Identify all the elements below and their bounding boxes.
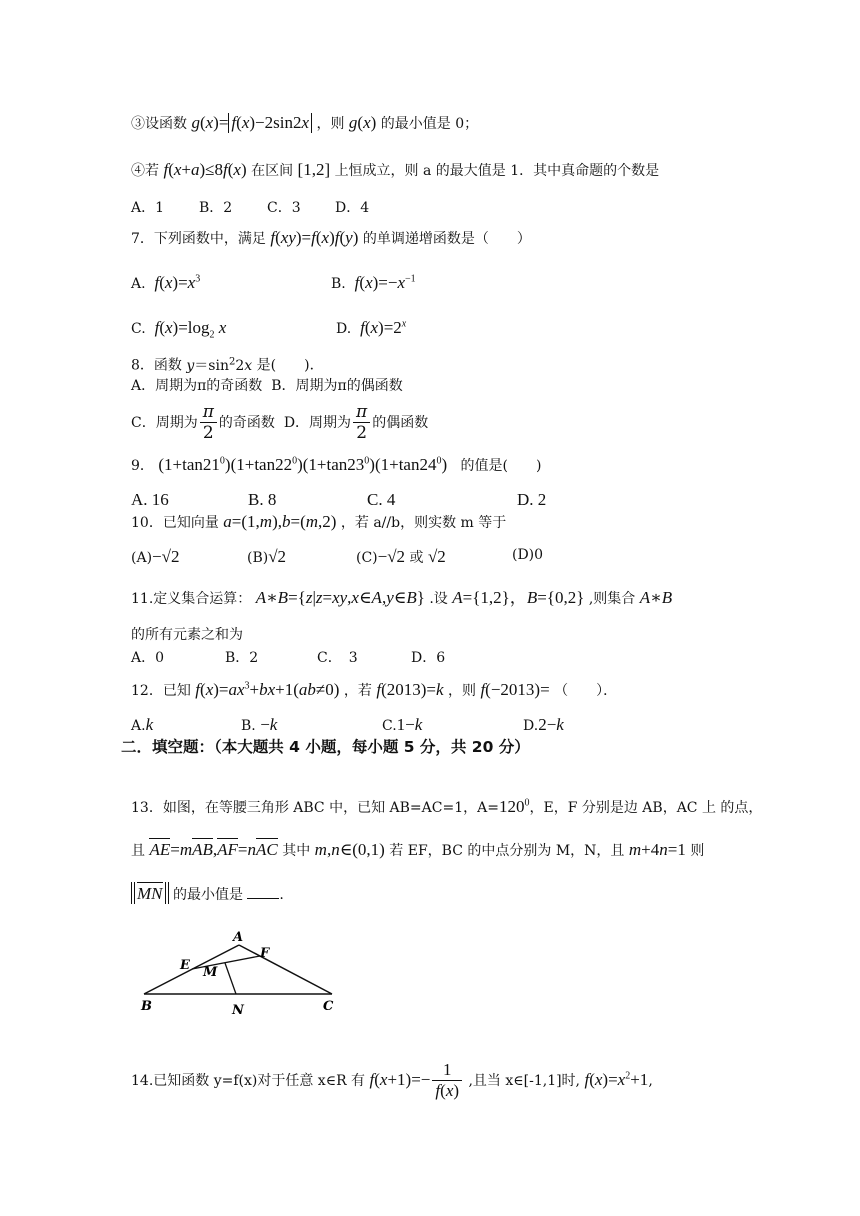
q14-stem-mid: ,且当 x∈[-1,1]时, — [468, 1072, 581, 1089]
q13-line3-end: 的最小值是 — [172, 887, 243, 903]
q12-option-a: A.k — [131, 715, 154, 734]
q8-options-cd — [131, 402, 428, 444]
q13-triangle-figure — [132, 922, 347, 1022]
q7-stem-suffix: 的单调递增函数是（ ） — [362, 231, 531, 247]
q8-option-d: D．周期为 $\frac{\pi}{2}$ 的偶函数 — [283, 402, 429, 444]
q12-stem-prefix: 12．已知 — [131, 683, 191, 699]
q14-recurrence: f(x+1)=− $\frac{1}{f(x)}$ — [370, 1070, 465, 1089]
q13-line1 — [131, 797, 762, 817]
q14-stem-prefix: 14.已知函数 y=f(x)对于任意 x∈R 有 — [131, 1072, 366, 1089]
q8-stem — [131, 356, 324, 374]
q9-option-a: A. 16 — [131, 490, 169, 509]
q12-ask: f(−2013)= — [480, 680, 550, 699]
q12-stem-mid: ，若 — [343, 683, 372, 699]
q11-sets: A={1,2}，B={0,2} — [452, 588, 585, 607]
q8-stem-suffix: 是( )． — [256, 357, 324, 374]
q11-stem-mid: .设 — [429, 591, 448, 607]
q10-stem-suffix: ，若 a//b，则实数 m 等于 — [340, 515, 507, 531]
q11-ab: A∗B — [639, 588, 673, 607]
q9-stem-prefix: 9． — [131, 458, 154, 474]
q7-option-d: D. $f(x)=2^x$ — [336, 318, 407, 337]
q10-vectors: a=(1,m),b=(m,2) — [223, 512, 337, 531]
q13-label-a: A — [233, 930, 244, 945]
q10-option-d: (D)0 — [512, 547, 544, 563]
q14-base-case: $f(x)=x^2+1$ — [584, 1069, 649, 1089]
q13-label-n: N — [232, 1003, 244, 1018]
q6-s3-end: 的最小值是 0； — [380, 116, 479, 132]
q8-option-c: C．周期为 $\frac{\pi}{2}$ 的奇函数 — [131, 402, 275, 444]
q9-stem-suffix: 的值是( ) — [460, 458, 542, 474]
q6-s4-formula: f(x+a)≤8f(x) — [163, 160, 247, 179]
q8-function: $y=\sin^22x$ — [186, 356, 253, 374]
q13-segment-mn — [225, 963, 236, 994]
section-2-title: 二．填空题：（本大题共 4 小题，每小题 5 分，共 20 分） — [121, 738, 530, 756]
q6-option-b: B．2 — [199, 200, 233, 216]
q7-stem — [131, 228, 531, 248]
q11-option-d: D．6 — [411, 650, 446, 666]
q12-option-b: B. −k — [241, 715, 278, 734]
q13-answer-blank[interactable] — [247, 898, 279, 899]
q13-line3: MN 的最小值是 . — [131, 882, 284, 904]
q10-option-c: (C)−√2 或 √2 — [356, 547, 446, 566]
q12-option-c: C.1−k — [382, 715, 423, 734]
q13-label-f: F — [260, 946, 270, 961]
q6-s4-mid: 在区间 — [251, 163, 294, 179]
q12-option-d: D.2−k — [523, 715, 564, 734]
q7-option-b: B. $f(x)=-x^{-1}$ — [331, 273, 416, 292]
q13-line1-text: 13．如图，在等腰三角形 ABC 中，已知 AB=AC=1，A= — [131, 800, 499, 816]
q9-stem — [131, 455, 541, 475]
q7-stem-prefix: 7．下列函数中，满足 — [131, 231, 266, 247]
q8-option-b: B．周期为π的偶函数 — [271, 378, 403, 394]
q6-s4-interval: [1,2] — [297, 160, 331, 179]
q6-s3-suffix: ，则 — [316, 116, 345, 132]
q11-definition: A∗B={z|z=xy,x∈A,y∈B} — [255, 588, 425, 607]
q13-vectors: AE=mAB,AF=nAC — [149, 840, 278, 859]
q13-label-b: B — [141, 999, 152, 1014]
q6-option-c: C．3 — [267, 200, 301, 216]
q13-line2-mid2: 若 EF，BC 的中点分别为 M，N，且 — [389, 843, 625, 859]
q13-constraint: m+4n=1 — [628, 840, 686, 859]
q12-given: f(2013)=k — [376, 680, 444, 699]
q13-line2-mid: 其中 — [282, 843, 311, 859]
q14-stem: 14.已知函数 y=f(x)对于任意 x∈R 有 f(x+1)=− $\frac{1}{f(x)}$ ,且当 x∈[-1,1]时, $f(x)=x^2+1$, — [131, 1060, 653, 1101]
q13-line2-pre: 且 — [131, 843, 145, 859]
q7-option-c: C. $f(x)=\log_2$ x — [131, 318, 227, 341]
q9-option-d: D. 2 — [517, 490, 547, 509]
q13-range: m,n∈(0,1) — [314, 840, 385, 859]
q7-condition: f(xy)=f(x)f(y) — [270, 228, 359, 247]
q10-stem-prefix: 10．已知向量 — [131, 515, 219, 531]
q6-s3-g: g(x) — [348, 113, 377, 132]
q11-option-b: B．2 — [225, 650, 259, 666]
q12-function: $f(x)=ax^3+bx+1(ab\ne 0)$ — [195, 680, 340, 699]
q13-angle: $120^0$ — [498, 797, 530, 816]
q9-option-b: B. 8 — [248, 490, 277, 509]
q11-option-c: C． 3 — [317, 650, 358, 666]
q13-label-m: M — [203, 965, 218, 980]
q11-stem-prefix: 11.定义集合运算： — [131, 591, 252, 607]
q6-option-d: D．4 — [335, 200, 370, 216]
q7-option-a: A. $f(x)=x^3$ — [131, 273, 201, 292]
q8-stem-prefix: 8．函数 — [131, 357, 182, 374]
q9-option-c: C. 4 — [367, 490, 396, 509]
q6-statement-3 — [131, 113, 478, 133]
q13-side-ab — [144, 945, 239, 994]
q13-side-ac — [239, 945, 332, 994]
q13-line2 — [131, 838, 704, 860]
q13-label-e: E — [180, 958, 190, 973]
q11-stem-line2: 的所有元素之和为 — [131, 627, 243, 643]
q13-line1-end: ，E，F 分别是边 AB，AC 上 的点， — [529, 800, 763, 816]
q11-option-a: A．0 — [131, 650, 165, 666]
q11-stem — [131, 588, 672, 608]
q10-stem — [131, 512, 506, 532]
q13-line2-end: 则 — [690, 843, 705, 859]
q6-option-a: A．1 — [131, 200, 165, 216]
q10-option-b: (B)√2 — [247, 547, 287, 566]
q11-stem-end: ,则集合 — [588, 591, 636, 607]
q6-s4-prefix: ④若 — [131, 163, 159, 179]
q10-option-a: (A)−√2 — [131, 547, 180, 566]
q6-s4-suffix: 上恒成立，则 a 的最大值是 1．其中真命题的个数是 — [334, 163, 660, 179]
q6-statement-4 — [131, 160, 659, 180]
q12-stem-end: （ ）． — [554, 683, 618, 699]
q12-stem-mid2: ，则 — [447, 683, 476, 699]
q13-mn-norm: MN — [131, 884, 169, 903]
q6-s3-prefix: ③设函数 — [131, 116, 187, 132]
q13-label-c: C — [323, 999, 334, 1014]
q6-s3-formula: g(x)= f(x)−2sin2x — [191, 113, 312, 132]
q12-stem — [131, 680, 617, 700]
q8-option-a: A．周期为π的奇函数 — [131, 378, 263, 394]
q9-expression: $(1+\tan 21^0)(1+\tan 22^0)(1+\tan 23^0)(1+\tan 24^0)$ — [158, 455, 448, 474]
q8-options-ab — [131, 378, 403, 395]
